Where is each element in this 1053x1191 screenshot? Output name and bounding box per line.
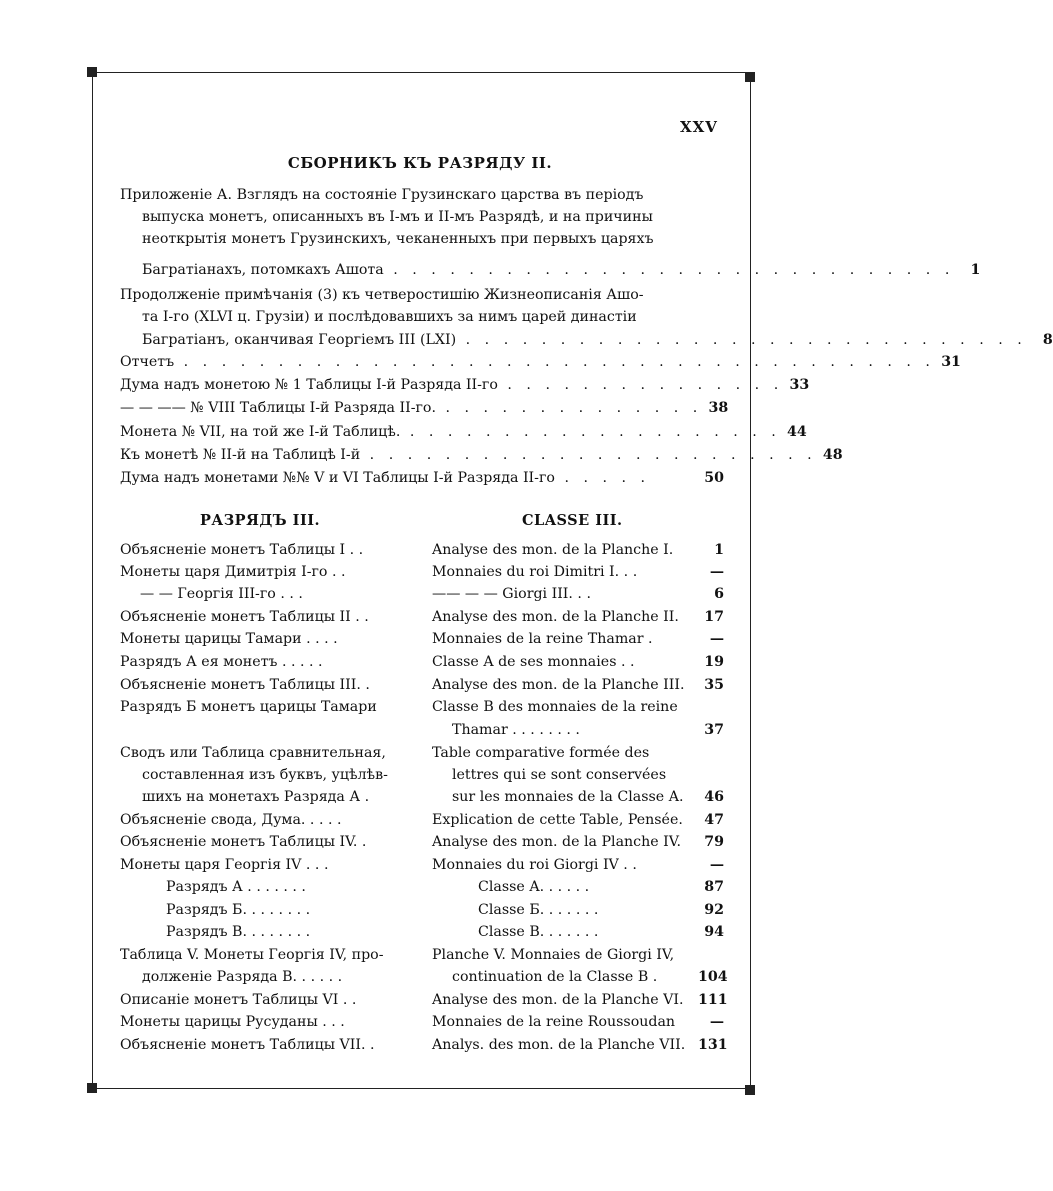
toc-page-ref: 33 [789,377,810,393]
toc-page-ref: 38 [708,400,729,416]
frame-left-rule [92,72,93,1092]
toc-entry-text: Монета № VII, на той же I-й Таблицѣ. [120,424,401,440]
index-page-ref: 19 [704,654,724,670]
toc-entry-line: та I-го (XLVI ц. Грузіи) и послѣдовавшихъ за нимъ царей династіи [142,309,637,325]
index-page-ref: 94 [704,924,724,940]
toc-entry: — — —— № VIII Таблицы I-й Разряда II-го. . . . . . . . . . . . . . . 38 [120,398,724,420]
index-page-ref: 87 [704,879,724,895]
right-index-row: Monnaies de la reine Roussoudan [432,1014,676,1030]
index-page-ref: — [709,631,724,647]
toc-entry: Дума надъ монетою № 1 Таблицы I-й Разряда II-го . . . . . . . . . . . . . . . 33 [120,375,724,397]
left-index-row: Разрядъ Б монетъ царицы Тамари [120,699,377,715]
page-number: XXV [680,118,718,136]
toc-page-ref: 31 [941,354,961,370]
corner-ornament [745,1085,755,1095]
right-index-row: Analyse des mon. de la Planche I. [432,542,674,558]
left-index-row: долженіе Разряда В. . . . . . [142,969,343,985]
toc-page-ref: 48 [822,447,843,463]
left-index-row: Объясненіе монетъ Таблицы III. . [120,677,370,693]
right-index-row: Table comparative formée des [432,745,650,761]
toc-page-ref: 1 [970,262,981,278]
left-index-row: Объясненіе монетъ Таблицы VII. . [120,1037,375,1053]
right-index-row: Classe A de ses monnaies . . [432,654,635,670]
index-page-ref: 1 [714,542,724,558]
right-index-row: continuation de la Classe B . [452,969,658,985]
left-index-row: Объясненіе монетъ Таблицы II . . [120,609,369,625]
right-index-row: Classe A. . . . . . [478,879,590,895]
index-page-ref: 37 [704,722,724,738]
toc-entry-text: Багратіанъ, оканчивая Георгіемъ III (LXI) [142,332,457,348]
index-page-ref: 6 [714,586,724,602]
index-page-ref: 47 [704,812,724,828]
right-index-row: Monnaies du roi Giorgi IV . . [432,857,637,873]
left-index-row: Монеты царя Димитрія I-го . . [120,564,346,580]
right-index-row: Classe Б. . . . . . . [478,902,599,918]
left-index-row: Разрядъ Б. . . . . . . . [166,902,311,918]
right-index-row: Analys. des mon. de la Planche VII. [432,1037,686,1053]
toc-entry: Дума надъ монетами №№ V и VI Таблицы I-й Разряда II-го . . . . . 50 [120,468,724,490]
left-index-row: Разрядъ А ея монетъ . . . . . [120,654,323,670]
right-index-row: Planche V. Monnaies de Giorgi IV, [432,947,675,963]
index-page-ref: 131 [698,1037,728,1053]
index-page-ref: 35 [704,677,724,693]
toc-page-ref: 8 [1042,332,1053,348]
toc-entry-text: Дума надъ монетою № 1 Таблицы I-й Разряда II-го [120,377,498,393]
section-title: СБОРНИКЪ КЪ РАЗРЯДУ II. [287,154,553,172]
toc-entry-text: Дума надъ монетами №№ V и VI Таблицы I-й Разряда II-го [120,470,555,486]
corner-ornament [87,1083,97,1093]
right-index-row: Analyse des mon. de la Planche II. [432,609,679,625]
frame-bottom-rule [92,1088,750,1089]
left-index-row: Разрядъ А . . . . . . . [166,879,306,895]
index-page-ref: 92 [704,902,724,918]
toc-entry-line: неоткрытія монетъ Грузинскихъ, чеканенныхъ при первыхъ царяхъ [142,231,654,247]
left-index-row: Монеты царицы Тамари . . . . [120,631,338,647]
index-page-ref: — [709,1014,724,1030]
index-page-ref: 111 [698,992,728,1008]
toc-entry-last-line: Багратіанъ, оканчивая Георгіемъ III (LXI) . . . . . . . . . . . . . . . . . . . . . . . . . . . . . . 8 [142,330,724,352]
toc-entry: Отчетъ . . . . . . . . . . . . . . . . . . . . . . . . . . . . . . . . . . . . . . . . 31 [120,352,724,374]
right-index-row: Analyse des mon. de la Planche IV. [432,834,682,850]
index-page-ref: 104 [698,969,728,985]
left-index-row: Монеты царицы Русуданы . . . [120,1014,345,1030]
right-column-heading: CLASSE III. [522,512,623,529]
right-index-row: Explication de cette Table, Pensée. [432,812,683,828]
index-page-ref: — [709,857,724,873]
index-page-ref: — [709,564,724,580]
left-index-row: Объясненіе свода, Дума. . . . . [120,812,342,828]
right-index-row: sur les monnaies de la Classe A. [452,789,684,805]
toc-entry-text: Багратіанахъ, потомкахъ Ашота [142,262,384,278]
toc-entry-line: Приложеніе А. Взглядъ на состояніе Грузинскаго царства въ періодъ [120,187,644,203]
right-index-row: Monnaies du roi Dimitri I. . . [432,564,638,580]
left-index-row: составленная изъ буквъ, уцѣлѣв- [142,767,388,783]
toc-page-ref: 50 [704,470,724,486]
left-index-row: шихъ на монетахъ Разряда А . [142,789,370,805]
corner-ornament [87,67,97,77]
toc-entry-last-line: Багратіанахъ, потомкахъ Ашота . . . . . . . . . . . . . . . . . . . . . . . . . . . . . . 1 [142,260,724,282]
left-index-row: — — Георгія III-го . . . [140,586,303,602]
left-column-heading: РАЗРЯДЪ III. [200,512,321,529]
index-page-ref: 79 [704,834,724,850]
right-index-row: Monnaies de la reine Thamar . [432,631,653,647]
left-index-row: Разрядъ В. . . . . . . . [166,924,311,940]
toc-entry: Монета № VII, на той же I-й Таблицѣ. . . . . . . . . . . . . . . . . . . . . 44 [120,422,724,444]
right-index-row: lettres qui se sont conservées [452,767,667,783]
right-index-row: Thamar . . . . . . . . [452,722,580,738]
toc-entry-text: Къ монетѣ № II-й на Таблицѣ I-й [120,447,361,463]
left-index-row: Объясненіе монетъ Таблицы I . . [120,542,364,558]
index-page-ref: 17 [704,609,724,625]
right-index-row: Analyse des mon. de la Planche VI. [432,992,684,1008]
corner-ornament [745,72,755,82]
frame-top-rule [92,72,750,73]
left-index-row: Монеты царя Георгія IV . . . [120,857,329,873]
toc-entry: Къ монетѣ № II-й на Таблицѣ I-й . . . . . . . . . . . . . . . . . . . . . . . . 48 [120,445,724,467]
right-index-row: Analyse des mon. de la Planche III. [432,677,685,693]
left-index-row: Таблица V. Монеты Георгія IV, про- [120,947,384,963]
left-index-row: Описаніе монетъ Таблицы VI . . [120,992,357,1008]
right-index-row: Classe B. . . . . . . [478,924,599,940]
left-index-row: Сводъ или Таблица сравнительная, [120,745,386,761]
toc-page-ref: 44 [787,424,807,440]
index-page-ref: 46 [704,789,724,805]
right-index-row: —— — — Giorgi III. . . [432,586,591,602]
toc-entry-line: выпуска монетъ, описанныхъ въ I-мъ и II-мъ Разрядѣ, и на причины [142,209,653,225]
right-index-row: Classe B des monnaies de la reine [432,699,678,715]
toc-entry-line: Продолженіе примѣчанія (3) къ четверостишію Жизнеописанія Ашо- [120,287,644,303]
toc-entry-text: — — —— № VIII Таблицы I-й Разряда II-го. [120,400,436,416]
left-index-row: Объясненіе монетъ Таблицы IV. . [120,834,367,850]
toc-entry-text: Отчетъ [120,354,175,370]
